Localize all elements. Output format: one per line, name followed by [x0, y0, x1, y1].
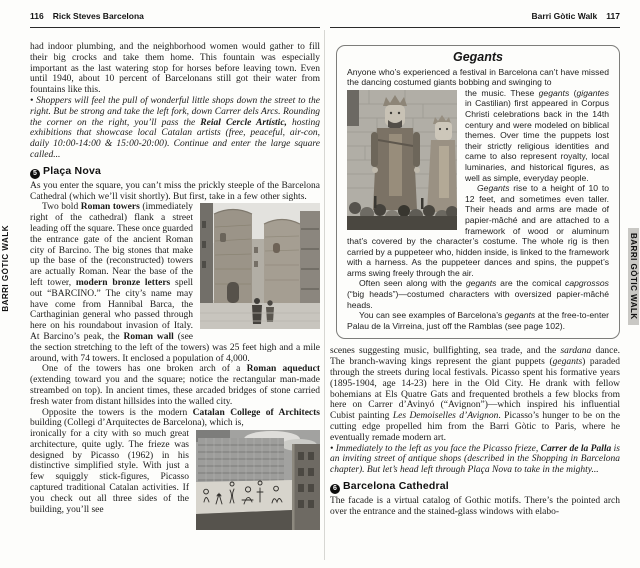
roman-towers-photo [200, 203, 320, 329]
page-117 [320, 0, 640, 568]
paragraph-walking-directions: • Immediately to the left as you face the Picasso frieze, Carrer de la Palla is an inviting street of antique shops (described in the Shopping in Barcelona chapter). But let’s head left through Plaça Nova to take in the mighty... [330, 443, 620, 476]
right-text-column [330, 40, 620, 518]
sidebar-paragraph-history: the music. These gegants (gigantes in Castilian) first appeared in Corpus Christi celebrations back in the 14th century and were modeled on biblical themes. Over time the puppets lost their strictly religious identities and came to also represent royalty, local luminaries, and historical figures, as well as simple, everyday people. [347, 88, 609, 183]
paragraph-fountain: had indoor plumbing, and the neighborhood women would gather to fill their big crocks and take them home. This fountain was especially important as the last watering stop for horses before leaving town. Even until 1940, about 10 percent of Barcelonans still got their water from fountains like this. [30, 42, 320, 96]
section-title: Barcelona Cathedral [343, 480, 449, 492]
running-head-right [531, 11, 620, 21]
sidebar-paragraph-capgrossos: Often seen along with the gegants are the comical capgrossos (“big heads”)—costumed characters with oversized papier-mâché heads. [347, 278, 609, 310]
side-tab-left: BARRI GÒTIC WALK [1, 225, 10, 312]
sidebar-paragraph-construction: Gegants rise to a height of 10 to 12 feet, and sometimes even taller. Their heads and arms are made of papier-mâché and are attached to a framework of wood or aluminum that’s covered by the character’s costume. The whole rig is then carried by a puppeteer who, hidden inside, is linked to the framework with a harness. As the puppeteer dances and spins, the puppet’s arms swing freely through the air. [347, 183, 609, 278]
sidebar-paragraph-intro: Anyone who’s experienced a festival in Barcelona can’t have missed the dancing costumed giants bobbing and swinging to [347, 66, 609, 88]
sidebar-title: Gegants [452, 50, 503, 64]
left-text-column [30, 42, 320, 530]
paragraph-picasso-years: scenes suggesting music, bullfighting, sea trade, and the sardana dance. The branch-waving kings represent the giant puppets (gegants) paraded through the streets during local festivals. Picasso spent his formative years (1895-1904, age 14-23) here in the Old City. He drank with fellow bohemians at Els Quatre Gats and frequented brothels a few blocks from here on Carrer d’Avinyó (“Avignon”)—which inspired his influential Cubist painting Les Demoiselles d’Avignon. Picasso’s hunger to be on the cutting edge propelled him from the Barri Gòtic to Paris, where he eventually remade modern art. [330, 346, 620, 443]
sidebar-paragraph-virreina: You can see examples of Barcelona’s gegants at the free-to-enter Palau de la Virreina, just off the Ramblas (see page 102). [347, 310, 609, 331]
page-number: 116 [30, 11, 44, 21]
book-title: Rick Steves Barcelona [52, 11, 144, 21]
stop-number-badge: 6 [330, 484, 340, 494]
section-heading-cathedral [330, 481, 620, 494]
side-tab-right: BARRI GÒTIC WALK [628, 228, 639, 325]
paragraph-architects-intro: Opposite the towers is the modern Catalan College of Architects building (Collegi d’Arquitectes de Barcelona), which is, [30, 407, 320, 429]
paragraph-picasso-frieze: ironically for a city with so much great architecture, quite ugly. The frieze was designed by Picasso (1962) in his distinctive simplified style. With just a few squiggly stick-figures, Picasso captured traditional Catalan activities. If you check out all three sides of the building, you’ll see [30, 429, 320, 515]
section-title: Plaça Nova [43, 164, 102, 177]
architects-college-photo [196, 430, 320, 530]
paragraph-aqueduct: One of the towers has one broken arch of a Roman aqueduct (extending toward you and the square; notice the rectangular man-made streambed on top). In ancient times, these arcaded bridges of stone carried fresh water from distant hillsides into the walled city. [30, 364, 320, 407]
header-rule [330, 27, 620, 28]
paragraph-cathedral-facade: The facade is a virtual catalog of Gothic motifs. There’s the pointed arch over the entrance and the stained-glass windows with elabo- [330, 496, 620, 517]
paragraph-roman-towers: Two bold Roman towers (immediately right of the cathedral) flank a street leading off the square. These once guarded the entrance gate of the ancient Roman city of Barcino. The big stones that make up the base of the (reconstructed) towers are actually Roman. Near the base of the left tower, modern bronze letters spell out “BARCINO.” The city’s name may have come from Hannibal Barca, the Carthaginian general who passed through here on his roundabout invasion of Italy. At Barcino’s peak, the Roman wall (see the section stretching to the left of the towers) was 25 feet high and a mile around, with 74 towers. It enclosed a population of 4,000. [30, 202, 320, 364]
gegants-photo [347, 90, 457, 230]
running-head-left [30, 11, 144, 21]
paragraph-square-intro2: As you enter the square, you can’t miss the prickly steeple of the Barcelona Cathedral (which we’ll visit shortly). But first, take in a few other sights. [30, 180, 320, 202]
chapter-title: Barri Gòtic Walk [531, 11, 598, 21]
header-rule [30, 27, 320, 28]
stop-number-badge: 5 [30, 169, 40, 179]
gegants-sidebar-box [336, 45, 620, 339]
section-heading-placa-nova [30, 166, 320, 179]
paragraph-walking-directions: • Shoppers will feel the pull of wonderful little shops down the street to the right. But be strong and take the left fork, down Carrer dels Arcs. Rounding the corner on the right, you’ll pass the Reial Cercle Artístic, hosting exhibitions that showcase local Catalan artists (free, peaceful, air-con, daily 10:00-14:00 & 15:00-20:00). Continue and enter the large square called... [30, 95, 320, 160]
page-number: 117 [606, 11, 620, 21]
